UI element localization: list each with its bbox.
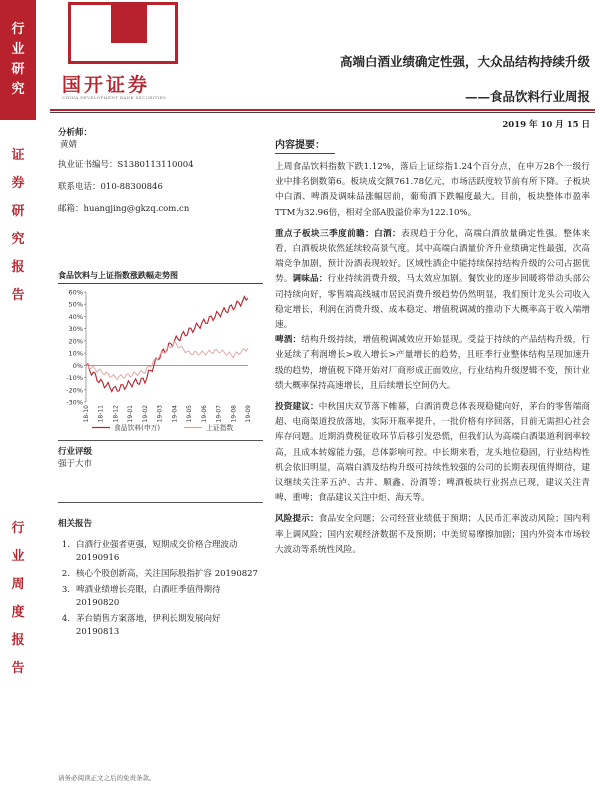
side-char: 券 bbox=[11, 176, 25, 191]
series-line bbox=[86, 342, 248, 380]
y-tick-label: 20% bbox=[68, 337, 83, 346]
rating-label: 行业评级 bbox=[58, 447, 93, 457]
related-label: 相关报告 bbox=[58, 519, 93, 529]
side-label-securities-report bbox=[0, 122, 36, 330]
related-report-num: 4. bbox=[61, 614, 70, 624]
subsector-paragraph bbox=[275, 227, 590, 394]
x-tick-label: 19-08 bbox=[230, 405, 238, 423]
x-tick-label: 19-01 bbox=[127, 405, 135, 423]
condiment-key: 调味品： bbox=[292, 274, 328, 285]
risk-text: 食品安全问题；公司经营业绩低于预期；人民币汇率波动风险；国内利率上调风险；国内宏观经济数据不及预期；中美贸易摩擦加剧；国内外资本市场较大波动等系统性风险。 bbox=[275, 514, 590, 555]
risk-warning bbox=[275, 512, 590, 558]
side-label-industry-research bbox=[0, 0, 36, 120]
y-tick-label: 40% bbox=[68, 312, 83, 321]
subsector-lead: 重点子板块三季度前瞻： bbox=[275, 228, 375, 239]
analyst-email[interactable]: 邮箱：huangjing@gkzq.com.cn bbox=[58, 204, 190, 214]
company-logo bbox=[58, 2, 193, 102]
summary-title: 内容提要： bbox=[275, 136, 335, 154]
side-char: 周 bbox=[11, 577, 25, 592]
analyst-cert: 执业证书编号：S1380113110004 bbox=[58, 160, 194, 170]
side-label-weekly-report bbox=[0, 504, 36, 694]
header-rule bbox=[50, 109, 595, 111]
related-report-text: 茅台销售方案落地，伊利长期发展向好 20190813 bbox=[76, 614, 221, 637]
condiment-text: 行业持续消费升级，马太效应加剧。餐饮业的逐步回暖将带动头部公司持续向好，零售端高线城市居民消费升级趋势仍然明显，我们预计龙头公司收入稳定增长，利润在消费升级、成本稳定、增值税调减的推动下大概率高于收入端增速。 bbox=[275, 274, 590, 331]
y-tick-label: 10% bbox=[68, 349, 83, 358]
chart-svg bbox=[58, 284, 263, 436]
x-tick-label: 19-02 bbox=[141, 405, 149, 423]
company-name: 国开证券 bbox=[62, 74, 151, 96]
left-column bbox=[58, 118, 263, 216]
related-report-item[interactable] bbox=[58, 613, 263, 639]
legend-label: 上证指数 bbox=[206, 424, 234, 432]
advice-key: 投资建议： bbox=[275, 402, 319, 413]
y-tick-label: -10% bbox=[66, 374, 83, 383]
legend-label: 食品饮料(申万) bbox=[114, 424, 161, 432]
baijiu-text: 表现趋于分化，高端白酒放量确定性强。整体来看，白酒板块依然延续较高景气度。其中高端白酒量价齐升业绩确定性最强，次高端竞争加剧，预计汾酒表现较好。区域性酒企中能持续保持结构升级的公司占据优势。 bbox=[275, 228, 590, 285]
y-tick-label: -30% bbox=[66, 398, 83, 407]
side-char: 行 bbox=[11, 22, 25, 37]
x-tick-label: 18-12 bbox=[112, 405, 120, 423]
disclaimer-footer: 请务必阅读正文之后的免责条款。 bbox=[58, 774, 156, 782]
y-tick-label: 0% bbox=[72, 361, 83, 370]
related-reports bbox=[58, 502, 263, 642]
analyst-name: 黄婧 bbox=[60, 140, 78, 150]
rating-value: 强于大市 bbox=[58, 459, 93, 469]
performance-chart bbox=[58, 270, 263, 440]
report-date: 2019 年 10 月 15 日 bbox=[502, 120, 590, 130]
report-headline: 高端白酒业绩确定性强，大众品结构持续升级 bbox=[339, 54, 590, 69]
chart-title: 食品饮料与上证指数涨跌幅走势图 bbox=[58, 270, 263, 284]
x-tick-label: 19-07 bbox=[215, 405, 223, 423]
side-char: 报 bbox=[11, 260, 25, 275]
side-char: 证 bbox=[11, 148, 25, 163]
related-report-item[interactable] bbox=[58, 539, 263, 565]
side-char: 行 bbox=[11, 521, 25, 536]
related-report-text: 核心个股创新高，关注国际股指扩容 20190827 bbox=[76, 569, 258, 579]
y-tick-label: 30% bbox=[68, 325, 83, 334]
side-char: 度 bbox=[11, 605, 25, 620]
analyst-phone: 联系电话：010-88300846 bbox=[58, 182, 163, 192]
side-char: 告 bbox=[11, 288, 25, 303]
side-char: 告 bbox=[11, 661, 25, 676]
y-tick-label: -20% bbox=[66, 386, 83, 395]
related-report-text: 啤酒业绩增长亮眼，白酒旺季值得期待 20190820 bbox=[76, 585, 221, 608]
side-char: 业 bbox=[11, 549, 25, 564]
x-tick-label: 19-04 bbox=[171, 405, 179, 423]
side-char: 报 bbox=[11, 633, 25, 648]
related-report-text: 白酒行业强者更强，短期成交价格合理波动 20190916 bbox=[76, 540, 238, 563]
advice-text: 中秋国庆双节落下帷幕，白酒消费总体表现稳健向好，茅台的零售端商超、电商渠道投放落地，实际开瓶率提升，一批价格有序回落，目前无需担心社会库存问题。近期消费税征收环节后移引发恐慌，但我们认为高端白酒渠道利润率较高，且成本转嫁能力强，总体影响可控。中长期来看，龙头地位稳固，行业结构性机会依旧明显，高端白酒及结构升级可持续性较强的公司的长期表现值得期待，建议继续关注茅五泸、古井、顺鑫、汾酒等；啤酒板块行业拐点已现，建议关注青啤、重啤；食品建议关注中炬、海天等。 bbox=[275, 402, 590, 504]
rating-block bbox=[58, 440, 263, 471]
header-rule-thin bbox=[50, 112, 595, 113]
beer-text: 结构升级持续，增值税调减效应开始显现。受益于持续的产品结构升级，行业延续了利润增长>收入增长>产量增长的趋势，且旺季行业整体结构呈现加速升级的趋势，增值税下降开始对厂商形成正面效应，行业结构升级逻辑不变，预计业绩大概率保持高速增长，且后续增长空间仍大。 bbox=[275, 335, 590, 391]
x-tick-label: 18-11 bbox=[97, 405, 105, 423]
summary-paragraph: 上周食品饮料指数下跌1.12%，落后上证综指1.24个百分点，在申万28个一级行业中排名倒数第6。板块成交额761.78亿元，市场活跃度较节前有所下降。子板块中白酒、啤酒及调味品涨幅居前，葡萄酒下跌幅度最大。目前，板块整体市盈率TTM为32.96倍，相对全部A股溢价率为122.10%。 bbox=[275, 162, 590, 218]
related-report-item[interactable] bbox=[58, 568, 263, 581]
related-report-num: 3. bbox=[61, 585, 70, 595]
side-label-blank bbox=[0, 332, 36, 502]
analyst-label: 分析师： bbox=[58, 128, 93, 138]
company-name-en: CHINA DEVELOPMENT BANK SECURITIES bbox=[62, 95, 167, 100]
baijiu-key: 白酒： bbox=[374, 228, 402, 239]
x-tick-label: 19-09 bbox=[245, 405, 252, 423]
side-char: 究 bbox=[11, 232, 25, 247]
related-report-num: 2. bbox=[61, 569, 70, 579]
x-tick-label: 19-05 bbox=[186, 405, 194, 423]
beer-key: 啤酒： bbox=[275, 335, 302, 346]
related-report-item[interactable] bbox=[58, 584, 263, 610]
side-char: 研 bbox=[11, 204, 25, 219]
side-char: 究 bbox=[11, 82, 25, 97]
right-column bbox=[275, 118, 590, 558]
x-tick-label: 18-10 bbox=[83, 405, 90, 423]
related-report-num: 1. bbox=[61, 540, 70, 550]
side-char: 研 bbox=[11, 62, 25, 77]
side-char: 业 bbox=[11, 42, 25, 57]
y-tick-label: 50% bbox=[68, 300, 83, 309]
x-tick-label: 19-06 bbox=[200, 405, 208, 423]
x-tick-label: 19-03 bbox=[156, 405, 164, 423]
investment-advice bbox=[275, 400, 590, 506]
y-tick-label: 60% bbox=[68, 288, 83, 297]
report-subheadline: ——食品饮料行业周报 bbox=[464, 89, 590, 104]
risk-key: 风险提示： bbox=[275, 514, 319, 525]
